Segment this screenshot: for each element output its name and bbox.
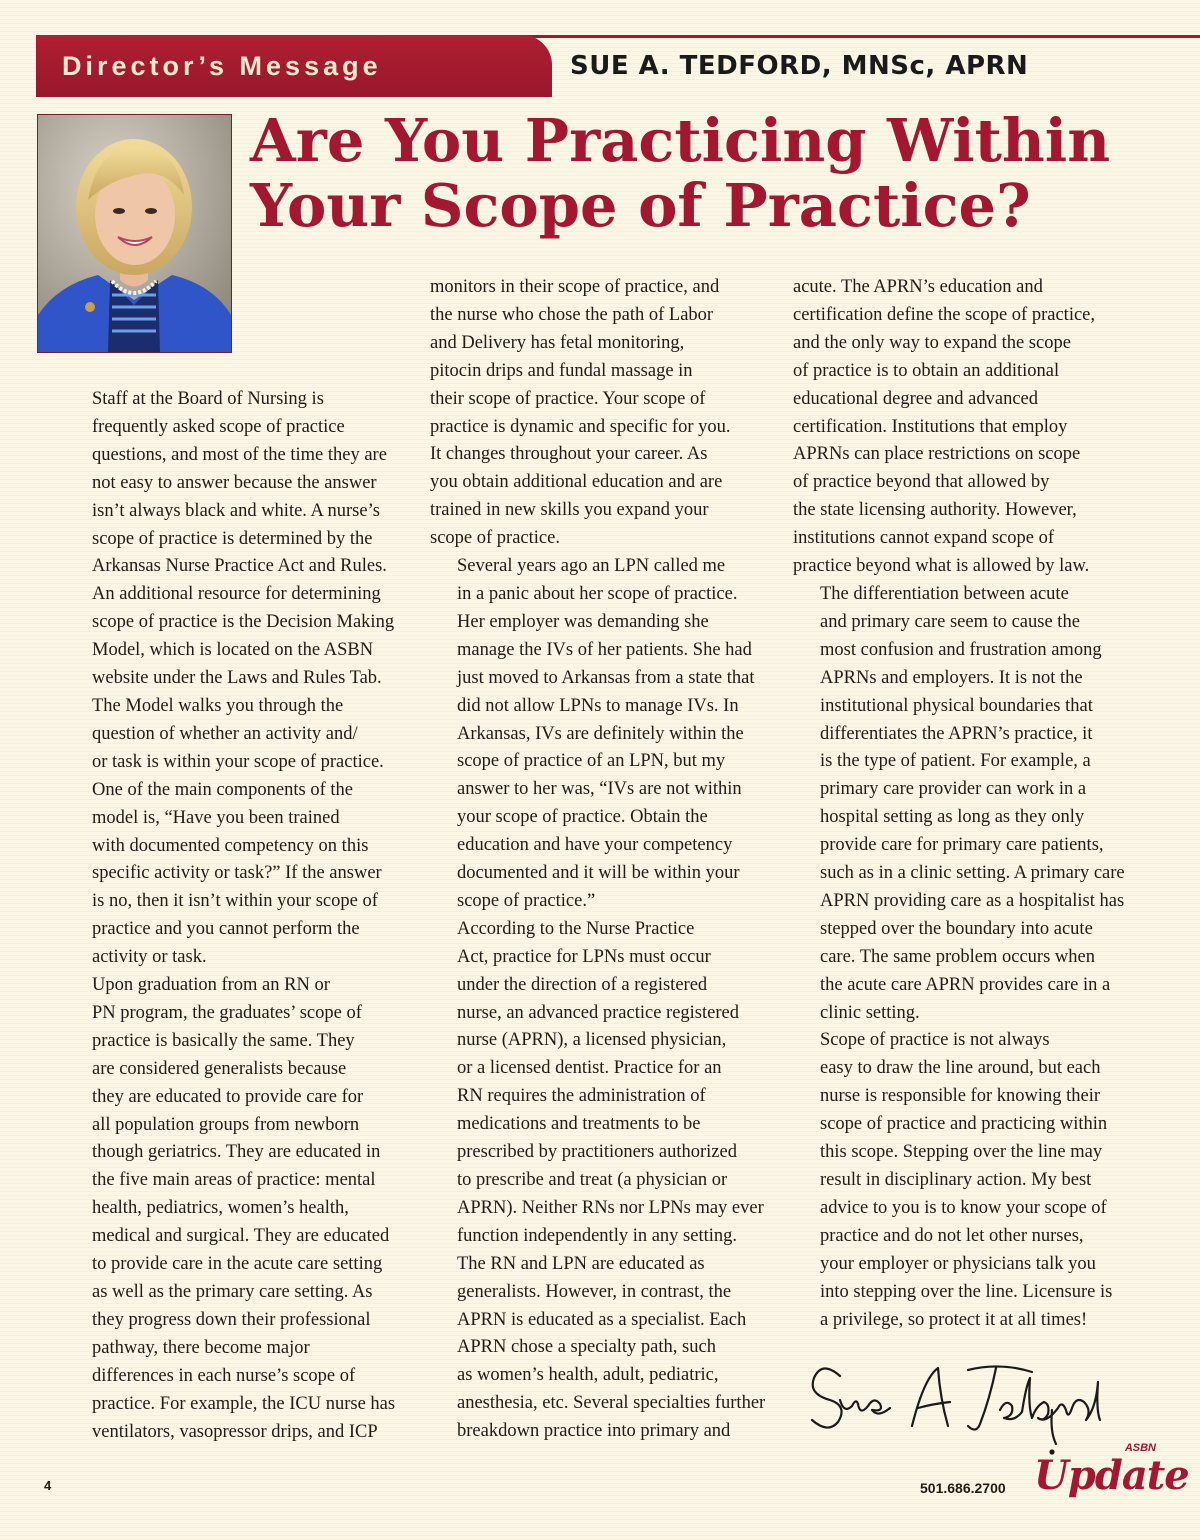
paragraph <box>430 274 765 553</box>
text-line: pathway, there become major <box>92 1337 310 1358</box>
text-line: or a licensed dentist. Practice for an <box>457 1058 722 1079</box>
text-line: to provide care in the acute care setting <box>92 1254 383 1275</box>
text-line: APRN is educated as a specialist. Each <box>457 1309 747 1330</box>
text-line: Model, which is located on the ASBN <box>92 640 374 661</box>
text-line: is no, then it isn’t within your scope of <box>92 891 378 912</box>
text-line: anesthesia, etc. Several specialties further <box>457 1393 766 1414</box>
paragraph <box>65 386 400 972</box>
text-line: are considered generalists because <box>92 1058 347 1079</box>
phone-number: 501.686.2700 <box>920 1480 1006 1496</box>
text-line: Arkansas Nurse Practice Act and Rules. <box>92 556 387 577</box>
text-line: generalists. However, in contrast, the <box>457 1281 732 1302</box>
text-line: breakdown practice into primary and <box>457 1421 731 1442</box>
logo-main-text: Update <box>1034 1452 1189 1499</box>
text-line: documented and it will be within your <box>457 863 740 884</box>
body-column-2 <box>430 274 765 1446</box>
text-line: Several years ago an LPN called me <box>457 556 726 577</box>
text-line: institutions cannot expand scope of <box>793 528 1055 549</box>
text-line: Scope of practice is not always <box>820 1030 1050 1051</box>
text-line: practice and do not let other nurses, <box>820 1225 1084 1246</box>
text-line: though geriatrics. They are educated in <box>92 1142 381 1163</box>
section-label: Director’s Message <box>62 51 382 81</box>
paragraph <box>793 274 1128 581</box>
text-line: did not allow LPNs to manage IVs. In <box>457 695 739 716</box>
text-line: scope of practice. <box>430 528 560 549</box>
text-line: they progress down their professional <box>92 1309 371 1330</box>
text-line: hospital setting as long as they only <box>820 807 1085 828</box>
text-line: The RN and LPN are educated as <box>457 1253 705 1274</box>
text-line: trained in new skills you expand your <box>430 500 709 521</box>
text-line: model is, “Have you been trained <box>92 807 340 828</box>
text-line: function independently in any setting. <box>457 1225 738 1246</box>
text-line: as well as the primary care setting. As <box>92 1282 373 1302</box>
text-line: with documented competency on this <box>92 835 369 856</box>
text-line: answer to her was, “IVs are not within <box>457 779 742 800</box>
text-line: primary care provider can work in a <box>820 779 1087 800</box>
text-line: practice beyond what is allowed by law. <box>793 556 1090 577</box>
text-line: this scope. Stepping over the line may <box>820 1142 1103 1163</box>
text-line: practice is dynamic and specific for you. <box>430 416 731 437</box>
text-line: the acute care APRN provides care in a <box>820 974 1111 995</box>
author-portrait <box>37 114 232 353</box>
text-line: The differentiation between acute <box>820 583 1069 604</box>
paragraph <box>65 972 400 1446</box>
paragraph <box>430 1251 765 1446</box>
text-line: practice is basically the same. They <box>92 1030 355 1051</box>
text-line: Act, practice for LPNs must occur <box>457 946 711 967</box>
text-line: APRN providing care as a hospitalist has <box>820 890 1125 911</box>
text-line: nurse (APRN), a licensed physician, <box>457 1030 727 1051</box>
text-line: APRNs and employers. It is not the <box>820 667 1083 688</box>
text-line: scope of practice is the Decision Making <box>92 612 395 633</box>
text-line: of practice beyond that allowed by <box>793 472 1050 493</box>
text-line: and the only way to expand the scope <box>793 332 1071 353</box>
article-headline <box>250 108 1170 238</box>
text-line: clinic setting. <box>820 1002 920 1023</box>
text-line: not easy to answer because the answer <box>92 472 377 493</box>
text-line: result in disciplinary action. My best <box>820 1170 1092 1190</box>
paragraph <box>430 553 765 916</box>
text-line: just moved to Arkansas from a state that <box>457 667 755 688</box>
text-line: activity or task. <box>92 947 207 968</box>
text-line: institutional physical boundaries that <box>820 695 1093 716</box>
text-line: and Delivery has fetal monitoring, <box>430 332 685 353</box>
text-line: stepped over the boundary into acute <box>820 918 1093 939</box>
text-line: specific activity or task?” If the answer <box>92 863 382 884</box>
text-line: ventilators, vasopressor drips, and ICP <box>92 1421 378 1442</box>
text-line: scope of practice of an LPN, but my <box>457 751 726 772</box>
text-line: they are educated to provide care for <box>92 1086 364 1107</box>
text-line: care. The same problem occurs when <box>820 946 1095 967</box>
text-line: According to the Nurse Practice <box>457 918 695 939</box>
text-line: Upon graduation from an RN or <box>92 975 330 996</box>
text-line: provide care for primary care patients, <box>820 835 1104 856</box>
text-line: differences in each nurse’s scope of <box>92 1365 356 1386</box>
text-line: scope of practice is determined by the <box>92 528 373 549</box>
text-line: is the type of patient. For example, a <box>820 751 1091 772</box>
text-line: health, pediatrics, women’s health, <box>92 1198 349 1219</box>
text-line: practice. For example, the ICU nurse has <box>92 1393 396 1414</box>
text-line: acute. The APRN’s education and <box>793 277 1043 297</box>
text-line: differentiates the APRN’s practice, it <box>820 723 1093 744</box>
text-line: PN program, the graduates’ scope of <box>92 1002 362 1023</box>
text-line: An additional resource for determining <box>92 584 381 605</box>
text-line: and primary care seem to cause the <box>820 611 1080 632</box>
text-line: certification define the scope of practice, <box>793 304 1096 325</box>
text-line: Staff at the Board of Nursing is <box>92 389 324 409</box>
text-line: prescribed by practitioners authorized <box>457 1142 737 1163</box>
text-line: of practice is to obtain an additional <box>793 360 1060 381</box>
text-line: you obtain additional education and are <box>430 472 723 493</box>
text-line: in a panic about her scope of practice. <box>457 583 738 604</box>
text-line: educational degree and advanced <box>793 388 1038 409</box>
text-line: manage the IVs of her patients. She had <box>457 639 752 660</box>
text-line: easy to draw the line around, but each <box>820 1058 1101 1079</box>
text-line: website under the Laws and Rules Tab. <box>92 668 382 689</box>
text-line: a privilege, so protect it at all times! <box>820 1309 1088 1330</box>
text-line: medical and surgical. They are educated <box>92 1226 390 1247</box>
text-line: scope of practice.” <box>457 890 596 911</box>
page-number: 4 <box>44 1478 52 1493</box>
text-line: their scope of practice. Your scope of <box>430 388 706 409</box>
text-line: practice and you cannot perform the <box>92 919 360 940</box>
paragraph <box>793 1027 1128 1334</box>
text-line: Her employer was demanding she <box>457 611 709 632</box>
headline-line-2: Your Scope of Practice? <box>250 171 1031 240</box>
text-line: question of whether an activity and/ <box>92 723 358 744</box>
text-line: questions, and most of the time they are <box>92 444 387 465</box>
text-line: into stepping over the line. Licensure is <box>820 1281 1113 1302</box>
text-line: RN requires the administration of <box>457 1086 706 1107</box>
header-band <box>0 35 1200 97</box>
text-line: pitocin drips and fundal massage in <box>430 360 693 381</box>
text-line: APRN). Neither RNs nor LPNs may ever <box>457 1197 764 1218</box>
author-byline: SUE A. TEDFORD, MNSc, APRN <box>570 51 1029 81</box>
text-line: APRN chose a specialty path, such <box>457 1337 716 1358</box>
text-line: The Model walks you through the <box>92 695 344 716</box>
text-line: your scope of practice. Obtain the <box>457 807 708 828</box>
text-line: scope of practice and practicing within <box>820 1114 1108 1135</box>
text-line: Arkansas, IVs are definitely within the <box>457 723 744 744</box>
text-line: monitors in their scope of practice, and <box>430 277 720 297</box>
text-line: nurse, an advanced practice registered <box>457 1002 739 1023</box>
text-line: the nurse who chose the path of Labor <box>430 304 714 325</box>
text-line: the state licensing authority. However, <box>793 500 1077 521</box>
text-line: education and have your competency <box>457 835 733 856</box>
text-line: advice to you is to know your scope of <box>820 1197 1107 1218</box>
text-line: One of the main components of the <box>92 779 353 800</box>
text-line: such as in a clinic setting. A primary care <box>820 863 1125 884</box>
text-line: It changes throughout your career. As <box>430 444 708 465</box>
text-line: all population groups from newborn <box>92 1114 360 1135</box>
text-line: isn’t always black and white. A nurse’s <box>92 500 380 521</box>
section-tab <box>36 35 552 97</box>
paragraph <box>793 581 1128 1028</box>
text-line: most confusion and frustration among <box>820 639 1102 660</box>
body-column-3 <box>793 274 1128 1334</box>
asbn-update-logo <box>1034 1442 1189 1508</box>
text-line: medications and treatments to be <box>457 1114 701 1135</box>
headline-line-1: Are You Practicing Within <box>250 106 1111 175</box>
text-line: APRNs can place restrictions on scope <box>793 444 1081 465</box>
text-line: or task is within your scope of practice. <box>92 751 384 772</box>
text-line: to prescribe and treat (a physician or <box>457 1170 728 1190</box>
text-line: as women’s health, adult, pediatric, <box>457 1365 719 1386</box>
text-line: the five main areas of practice: mental <box>92 1170 376 1191</box>
paragraph <box>430 916 765 1251</box>
text-line: certification. Institutions that employ <box>793 416 1068 437</box>
text-line: your employer or physicians talk you <box>820 1253 1096 1274</box>
text-line: frequently asked scope of practice <box>92 416 345 437</box>
text-line: under the direction of a registered <box>457 974 708 995</box>
text-line: nurse is responsible for knowing their <box>820 1086 1101 1107</box>
body-column-1 <box>65 386 400 1446</box>
logo-small-text: ASBN <box>1124 1442 1156 1454</box>
